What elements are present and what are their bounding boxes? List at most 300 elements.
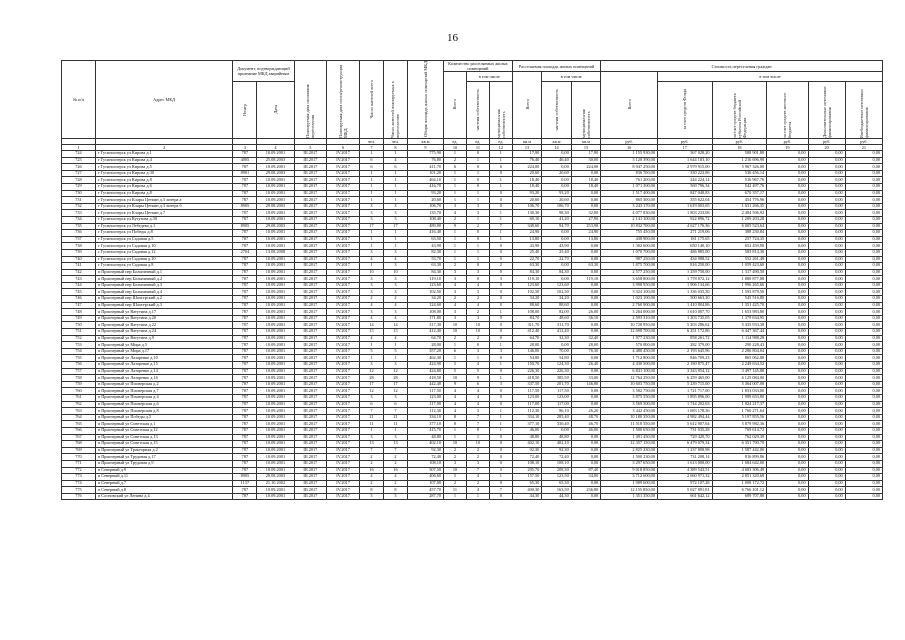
table-cell: 0 xyxy=(489,243,512,250)
table-cell: 0,00 xyxy=(542,230,571,237)
table-cell: 0 xyxy=(489,170,512,177)
table-cell: 545 516,80 xyxy=(712,296,767,303)
table-cell: 454 776,96 xyxy=(712,197,767,204)
table-cell: 1 xyxy=(466,243,489,250)
table-cell: IV.2017 xyxy=(327,441,360,448)
table-cell: 82,00 xyxy=(542,309,571,316)
table-cell: 734 xyxy=(62,216,96,223)
address-cell: г Гусиноозерск ул Клары Цеткин д.7 xyxy=(95,210,233,217)
table-cell: 787 xyxy=(233,441,257,448)
table-cell: 836 700,00 xyxy=(601,170,658,177)
table-cell: 9 xyxy=(466,375,489,382)
table-row xyxy=(62,322,883,329)
table-cell: III.2017 xyxy=(294,256,327,263)
table-row xyxy=(62,421,883,428)
table-cell: 1 xyxy=(383,342,407,349)
table-cell: 224,00 xyxy=(571,164,600,171)
table-cell: 17,90 xyxy=(571,151,600,158)
table-cell: 746 xyxy=(62,296,96,303)
table-cell: 94,70 xyxy=(542,223,571,230)
table-cell: 3 xyxy=(383,216,407,223)
table-cell: 123,60 xyxy=(512,282,541,289)
table-cell: 12 xyxy=(383,368,407,375)
table-cell: 10.09.2001 xyxy=(257,190,294,197)
table-cell: 0,00 xyxy=(808,388,845,395)
table-cell: III.2017 xyxy=(294,157,327,164)
address-cell: п Сосновский ул Ленина д.4 xyxy=(95,493,233,500)
table-cell: 2704 xyxy=(233,249,257,256)
table-cell: IV.2017 xyxy=(327,322,360,329)
table-cell: 4 xyxy=(359,256,383,263)
table-cell: 10.09.2001 xyxy=(257,236,294,243)
table-row xyxy=(62,309,883,316)
table-cell: 0,00 xyxy=(845,447,882,454)
table-cell: 32,30 xyxy=(542,335,571,342)
table-cell: 46,70 xyxy=(571,421,600,428)
table-cell: 88,60 xyxy=(512,302,541,309)
table-cell: 787 xyxy=(233,289,257,296)
table-cell: 0,00 xyxy=(808,362,845,369)
table-cell: 0,00 xyxy=(808,249,845,256)
table-cell: 787 xyxy=(233,183,257,190)
table-cell: 119,10 xyxy=(408,276,444,283)
table-cell: 2 xyxy=(444,480,467,487)
table-cell: 0,00 xyxy=(808,177,845,184)
table-cell: 787 xyxy=(233,296,257,303)
table-cell: 1 587 442,00 xyxy=(712,447,767,454)
table-cell: 412,40 xyxy=(408,329,444,336)
table-cell: 1 379 634,95 xyxy=(712,315,767,322)
table-cell: III.2017 xyxy=(294,441,327,448)
table-cell: 0 xyxy=(489,401,512,408)
table-cell: III.2017 xyxy=(294,183,327,190)
table-cell: 0,00 xyxy=(571,329,600,336)
column-index-cell: 11 xyxy=(466,145,489,151)
table-cell: 0,00 xyxy=(571,322,600,329)
unit-cell: кв.м xyxy=(408,139,444,145)
table-cell: 33,00 xyxy=(571,375,600,382)
table-cell: 0,00 xyxy=(571,460,600,467)
table-cell: III.2017 xyxy=(294,269,327,276)
table-cell: 21 xyxy=(359,414,383,421)
table-cell: 0,00 xyxy=(542,164,571,171)
table-cell: III.2017 xyxy=(294,210,327,217)
table-cell: IV.2017 xyxy=(327,408,360,415)
table-row xyxy=(62,467,883,474)
table-cell: 765 xyxy=(62,421,96,428)
table-cell: 48,80 xyxy=(542,434,571,441)
table-cell: 0 xyxy=(489,329,512,336)
table-cell: 102,50 xyxy=(408,289,444,296)
table-cell: 0,00 xyxy=(767,329,808,336)
table-cell: 753 xyxy=(62,342,96,349)
table-cell: 787 xyxy=(233,282,257,289)
table-cell: 751 xyxy=(62,329,96,336)
table-cell: 54,80 xyxy=(512,355,541,362)
table-cell: 4 xyxy=(466,401,489,408)
table-cell: 0,00 xyxy=(808,474,845,481)
address-cell: п Приозерный пер Больничный д.3 xyxy=(95,282,233,289)
address-cell: п Приозерный ул Трудовая д.17 xyxy=(95,454,233,461)
table-cell: 10.09.2001 xyxy=(257,408,294,415)
table-cell: IV.2017 xyxy=(327,480,360,487)
table-cell: 355 622,04 xyxy=(657,197,712,204)
table-cell: 48,70 xyxy=(571,414,600,421)
table-cell: 0,00 xyxy=(767,381,808,388)
table-cell: 415,70 xyxy=(408,427,444,434)
table-cell: 1 xyxy=(489,157,512,164)
table-cell: 4 xyxy=(359,315,383,322)
table-cell: III.2017 xyxy=(294,203,327,210)
table-cell: 0 xyxy=(466,183,489,190)
table-cell: 3 xyxy=(466,203,489,210)
table-row xyxy=(62,170,883,177)
table-cell: 787 xyxy=(233,447,257,454)
column-index-cell: 8 xyxy=(383,145,407,151)
unit-cell: руб. xyxy=(657,139,712,145)
table-cell: 0,00 xyxy=(767,216,808,223)
table-cell: 226,30 xyxy=(512,368,541,375)
table-cell: 10 xyxy=(383,269,407,276)
table-row xyxy=(62,401,883,408)
table-cell: 500 663,20 xyxy=(657,296,712,303)
table-cell: 0,00 xyxy=(767,263,808,270)
table-cell: 101,20 xyxy=(408,170,444,177)
table-cell: 4 xyxy=(444,210,467,217)
table-cell: 0,00 xyxy=(767,282,808,289)
table-cell: 0,00 xyxy=(571,269,600,276)
table-cell: 12 155 850,00 xyxy=(601,487,658,494)
table-cell: 0,00 xyxy=(808,493,845,500)
table-cell: 0,00 xyxy=(845,164,882,171)
table-cell: IV.2017 xyxy=(327,296,360,303)
table-cell: 1 216 696,90 xyxy=(712,157,767,164)
table-cell: 787 xyxy=(233,263,257,270)
table-cell: 670 357,17 xyxy=(712,190,767,197)
table-cell: 757 xyxy=(62,368,96,375)
table-cell: 7 xyxy=(466,467,489,474)
table-cell: 1 xyxy=(489,151,512,158)
table-cell: III.2017 xyxy=(294,480,327,487)
table-cell: 2 xyxy=(359,454,383,461)
table-cell: 1 xyxy=(466,216,489,223)
table-cell: IV.2017 xyxy=(327,164,360,171)
table-cell: 0,00 xyxy=(808,454,845,461)
table-cell: 20,60 xyxy=(542,170,571,177)
table-cell: 1 302 600,00 xyxy=(601,243,658,250)
table-cell: 76,80 xyxy=(408,157,444,164)
table-cell: III.2017 xyxy=(294,362,327,369)
table-cell: 457,70 xyxy=(408,487,444,494)
table-cell: 0,00 xyxy=(845,434,882,441)
address-cell: г Гусиноозерск ул Клары Цеткин д.3 литера а xyxy=(95,197,233,204)
table-cell: 32,40 xyxy=(571,335,600,342)
table-cell: 536 456,14 xyxy=(712,170,767,177)
table-cell: 1 xyxy=(489,375,512,382)
table-cell: 4 xyxy=(466,282,489,289)
table-row xyxy=(62,368,883,375)
table-cell: 0,00 xyxy=(767,236,808,243)
address-cell: п Северный д.8 xyxy=(95,487,233,494)
table-cell: IV.2017 xyxy=(327,447,360,454)
table-cell: 787 xyxy=(233,348,257,355)
table-cell: 123,00 xyxy=(512,394,541,401)
table-cell: 123,60 xyxy=(408,282,444,289)
table-cell: 3 xyxy=(489,348,512,355)
table-cell: 5 197 855,56 xyxy=(712,414,767,421)
table-cell: 2 xyxy=(359,460,383,467)
table-cell: 1 336 035,30 xyxy=(657,289,712,296)
table-row xyxy=(62,342,883,349)
table-cell: 10.09.2001 xyxy=(257,368,294,375)
address-cell: п Приозерный ул Ватутина д.17 xyxy=(95,309,233,316)
table-cell: 2 141 100,00 xyxy=(601,216,658,223)
table-cell: IV.2017 xyxy=(327,342,360,349)
table-cell: 8 xyxy=(383,487,407,494)
table-cell: 1 xyxy=(383,243,407,250)
col-header-planned-resettle-date: Планируемая дата окончания переселения xyxy=(294,61,327,139)
table-cell: 7 xyxy=(466,414,489,421)
table-cell: 1 xyxy=(466,197,489,204)
table-cell: 0 xyxy=(466,342,489,349)
table-cell: 739 xyxy=(62,249,96,256)
table-cell: 0 xyxy=(466,263,489,270)
table-cell: 1 xyxy=(444,427,467,434)
table-cell: 787 xyxy=(233,487,257,494)
table-cell: 29.08.2003 xyxy=(257,203,294,210)
table-cell: III.2017 xyxy=(294,230,327,237)
table-cell: 5 879 982,36 xyxy=(712,421,767,428)
table-cell: 2 xyxy=(383,460,407,467)
table-cell: 17,90 xyxy=(512,151,541,158)
address-cell: п Приозерный ул Лазаренко д.15 xyxy=(95,362,233,369)
table-cell: 2 xyxy=(359,296,383,303)
table-cell: 72,40 xyxy=(408,454,444,461)
table-cell: 1 683 178,36 xyxy=(657,408,712,415)
table-cell: 76,30 xyxy=(571,348,600,355)
table-cell: 10.09.2001 xyxy=(257,309,294,316)
table-cell: 106,70 xyxy=(408,203,444,210)
column-index-cell: 7 xyxy=(359,145,383,151)
table-cell: 4 xyxy=(466,302,489,309)
table-cell: 787 xyxy=(233,355,257,362)
table-cell: 20,60 xyxy=(512,197,541,204)
table-cell: 1 xyxy=(444,342,467,349)
table-header xyxy=(62,61,883,151)
table-cell: 124,30 xyxy=(542,362,571,369)
table-cell: 0,00 xyxy=(845,414,882,421)
table-cell: 787 xyxy=(233,256,257,263)
table-cell: 735 xyxy=(62,223,96,230)
table-cell: 0,00 xyxy=(808,408,845,415)
table-cell: 767 xyxy=(62,434,96,441)
table-cell: 1 xyxy=(444,493,467,500)
table-cell: 0,00 xyxy=(542,276,571,283)
table-cell: 10.09.2001 xyxy=(257,355,294,362)
table-cell: 3 xyxy=(383,394,407,401)
table-cell: 4 683 306,49 xyxy=(712,467,767,474)
table-cell: 1 xyxy=(444,355,467,362)
table-cell: 0,00 xyxy=(845,249,882,256)
table-cell: 117,00 xyxy=(408,401,444,408)
table-cell: 3 xyxy=(489,467,512,474)
table-cell: 82,30 xyxy=(408,249,444,256)
table-cell: 10.09.2001 xyxy=(257,394,294,401)
table-cell: 3 xyxy=(466,269,489,276)
table-cell: 3 xyxy=(359,362,383,369)
table-cell: 3 xyxy=(466,408,489,415)
table-cell: 6 xyxy=(466,381,489,388)
table-cell: 117,50 xyxy=(542,388,571,395)
table-cell: III.2017 xyxy=(294,249,327,256)
table-cell: 787 xyxy=(233,269,257,276)
table-cell: 14 xyxy=(359,322,383,329)
table-cell: 4 xyxy=(444,401,467,408)
table-cell: 4 xyxy=(359,335,383,342)
column-index-cell: 6 xyxy=(327,145,360,151)
table-cell: IV.2017 xyxy=(327,348,360,355)
address-cell: п Приозерный ул Советская д.1 xyxy=(95,421,233,428)
address-cell: г Гусиноозерск ул Кирова д.30 xyxy=(95,170,233,177)
table-cell: 10.09.2001 xyxy=(257,164,294,171)
table-cell: 0,00 xyxy=(808,309,845,316)
table-cell: 0,00 xyxy=(845,302,882,309)
table-cell: 10.09.2001 xyxy=(257,151,294,158)
address-cell: п Приозерный ул Лазаренко д.10 xyxy=(95,355,233,362)
table-cell: 516 967,76 xyxy=(712,177,767,184)
table-cell: 34,20 xyxy=(408,296,444,303)
table-cell: 1 xyxy=(466,170,489,177)
table-cell: 1 070 700,00 xyxy=(601,249,658,256)
address-cell: п Приозерный ул Ватутина д.22 xyxy=(95,322,233,329)
table-cell: 4 xyxy=(383,315,407,322)
col-header-area-total: Всего xyxy=(512,72,541,139)
table-cell: 758 xyxy=(62,375,96,382)
table-cell: 4 xyxy=(383,302,407,309)
table-cell: 5 967 326,00 xyxy=(712,164,767,171)
table-cell: 1 xyxy=(383,183,407,190)
table-cell: 769 614,72 xyxy=(712,427,767,434)
table-cell: 776 xyxy=(62,493,96,500)
table-cell: 10 xyxy=(444,441,467,448)
table-cell: 4 xyxy=(466,388,489,395)
col-header-address: Адрес МКД xyxy=(95,61,233,139)
table-cell: 0,00 xyxy=(767,368,808,375)
table-cell: 0,00 xyxy=(808,151,845,158)
table-cell: 412,40 xyxy=(512,329,541,336)
table-cell: 5 239 715,00 xyxy=(657,381,712,388)
table-cell: 1 712 800,00 xyxy=(601,355,658,362)
address-cell: п Приозерный ул Тракторная д.2 xyxy=(95,447,233,454)
table-cell: 6 xyxy=(383,164,407,171)
table-cell: 3 264 000,00 xyxy=(601,309,658,316)
unit-cell: чел. xyxy=(359,139,383,145)
table-cell: 26,00 xyxy=(571,309,600,316)
table-cell: 311,70 xyxy=(542,322,571,329)
table-row xyxy=(62,362,883,369)
table-cell: III.2017 xyxy=(294,401,327,408)
table-cell: 3 xyxy=(383,210,407,217)
table-cell: 3 658 800,00 xyxy=(601,276,658,283)
address-cell: г Гусиноозерск ул Садовая д.5 xyxy=(95,236,233,243)
table-cell: 76,40 xyxy=(512,157,541,164)
table-cell: 236,80 xyxy=(571,487,600,494)
table-cell: 0,00 xyxy=(808,203,845,210)
table-cell: 1 853 033,00 xyxy=(712,388,767,395)
table-cell: 771 xyxy=(62,460,96,467)
table-cell: 4 xyxy=(444,302,467,309)
table-cell: 10.09.2001 xyxy=(257,263,294,270)
table-cell: 226,30 xyxy=(542,368,571,375)
table-cell: 32,00 xyxy=(571,210,600,217)
table-cell: 92,30 xyxy=(542,447,571,454)
table-row xyxy=(62,289,883,296)
table-cell: 3 xyxy=(466,289,489,296)
table-cell: IV.2017 xyxy=(327,263,360,270)
table-cell: 0,00 xyxy=(571,256,600,263)
table-cell: 53,70 xyxy=(408,256,444,263)
table-cell: 0 xyxy=(489,197,512,204)
table-cell: 108,10 xyxy=(542,460,571,467)
table-cell: 3 xyxy=(359,210,383,217)
table-cell: 7 xyxy=(359,447,383,454)
table-cell: 377,10 xyxy=(512,421,541,428)
table-cell: 330 223,86 xyxy=(657,170,712,177)
column-index-cell: 15 xyxy=(571,145,600,151)
table-cell: 102,50 xyxy=(542,289,571,296)
table-cell: 0,00 xyxy=(845,177,882,184)
table-cell: III.2017 xyxy=(294,190,327,197)
table-cell: 3 xyxy=(444,289,467,296)
table-cell: 15 xyxy=(359,329,383,336)
column-index-cell: 4 xyxy=(257,145,294,151)
table-cell: 787 xyxy=(233,414,257,421)
table-row xyxy=(62,296,883,303)
table-cell: IV.2017 xyxy=(327,276,360,283)
table-cell: 865 062,88 xyxy=(712,355,767,362)
table-cell: 0,00 xyxy=(767,454,808,461)
unit-cell: руб. xyxy=(845,139,882,145)
table-row xyxy=(62,230,883,237)
table-cell: 10.09.2001 xyxy=(257,362,294,369)
table-cell: 0,00 xyxy=(767,342,808,349)
table-cell: III.2017 xyxy=(294,263,327,270)
table-cell: 1 203 735,05 xyxy=(657,315,712,322)
table-cell: 334,10 xyxy=(408,414,444,421)
table-cell: 4 xyxy=(383,474,407,481)
table-cell: 0,00 xyxy=(767,335,808,342)
table-cell: 1 593 879,50 xyxy=(712,289,767,296)
table-cell: 2 249 634,52 xyxy=(712,362,767,369)
table-cell: 0,00 xyxy=(845,190,882,197)
table-cell: 10 832 700,00 xyxy=(601,223,658,230)
table-cell: III.2017 xyxy=(294,177,327,184)
table-cell: 0 xyxy=(489,480,512,487)
table-cell: 1 008 172,72 xyxy=(712,480,767,487)
table-cell: 6 841 100,00 xyxy=(601,368,658,375)
table-cell: 63,30 xyxy=(571,263,600,270)
table-cell: 787 xyxy=(233,216,257,223)
table-cell: 424,90 xyxy=(408,362,444,369)
table-cell: III.2017 xyxy=(294,197,327,204)
table-cell: 0,00 xyxy=(808,170,845,177)
table-cell: 1 259 750,00 xyxy=(657,269,712,276)
table-cell: III.2017 xyxy=(294,381,327,388)
table-cell: 5 364 007,00 xyxy=(712,381,767,388)
table-cell: 98,30 xyxy=(542,210,571,217)
table-cell: III.2017 xyxy=(294,427,327,434)
col-header-area-private: частная собственность xyxy=(542,82,571,139)
